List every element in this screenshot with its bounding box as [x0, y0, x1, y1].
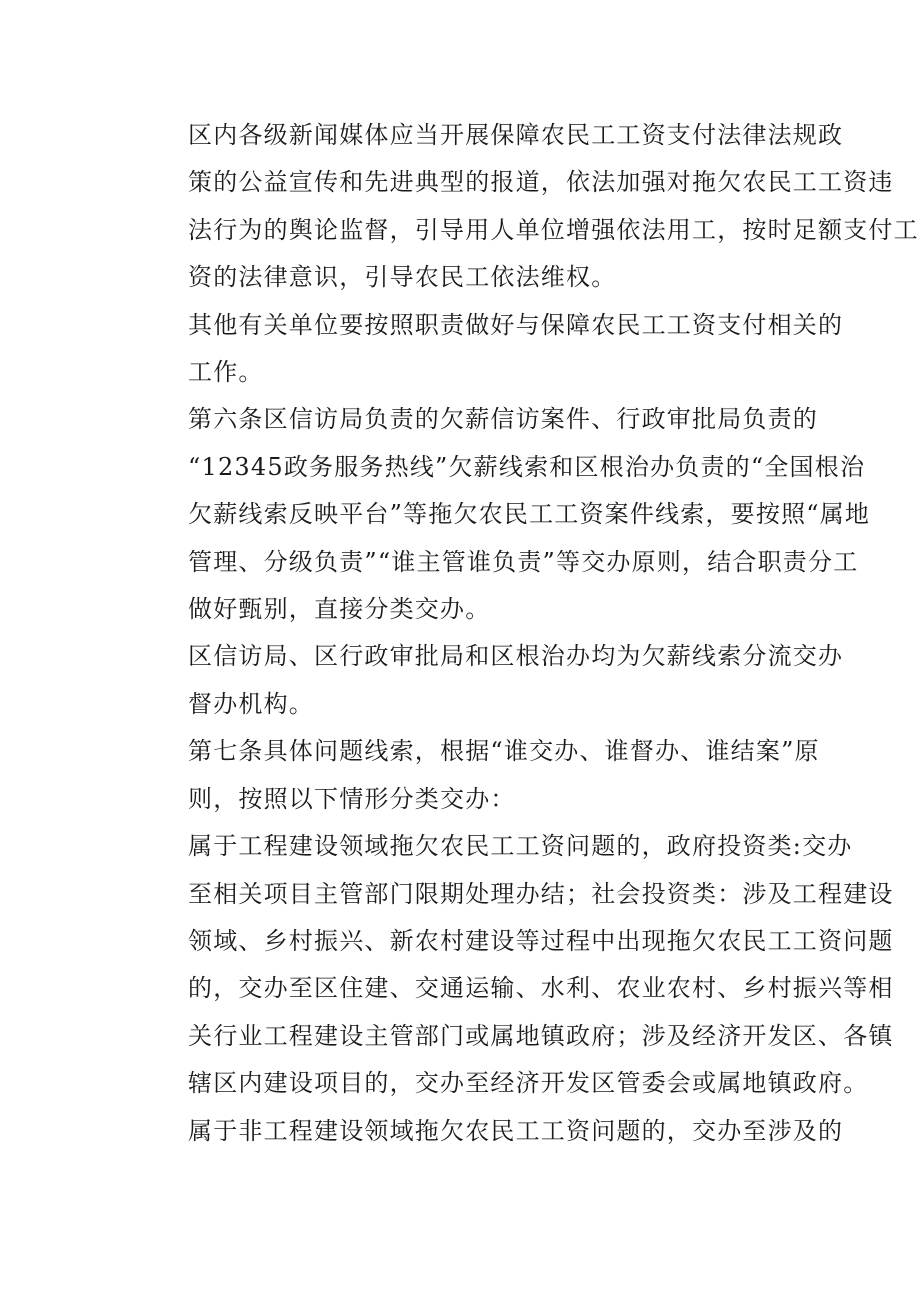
text-line: 至相关项目主管部门限期处理办结；社会投资类：涉及工程建设: [188, 879, 894, 908]
text-line: 第七条具体问题线索，根据“谁交办、谁督办、谁结案”原: [188, 737, 820, 766]
text-line: 领域、乡村振兴、新农村建设等过程中出现拖欠农民工工资问题: [188, 926, 894, 955]
text-line: 工作。: [188, 358, 264, 387]
text-line: 策的公益宣传和先进典型的报道，依法加强对拖欠农民工工资违: [188, 168, 894, 197]
text-line: “12345政务服务热线”欠薪线索和区根治办负责的“全国根治: [188, 452, 866, 481]
document-body: [139, 112, 919, 1155]
text-line: 关行业工程建设主管部门或属地镇政府；涉及经济开发区、各镇: [188, 1021, 894, 1050]
paragraph-media-supervision: [139, 112, 919, 302]
text-line: 则，按照以下情形分类交办：: [188, 784, 516, 813]
text-line: 区信访局、区行政审批局和区根治办均为欠薪线索分流交办: [188, 642, 844, 671]
paragraph-non-engineering: [139, 1108, 844, 1155]
paragraph-engineering-construction: [139, 823, 894, 1107]
text-line: 督办机构。: [188, 689, 314, 718]
text-line: 做好甄别，直接分类交办。: [188, 595, 491, 624]
text-line: 区内各级新闻媒体应当开展保障农民工工资支付法律法规政: [188, 121, 844, 149]
text-line: 属于工程建设领域拖欠农民工工资问题的，政府投资类:交办: [188, 832, 853, 861]
paragraph-article-6: [139, 396, 871, 633]
text-line: 资的法律意识，引导农民工依法维权。: [188, 263, 617, 292]
paragraph-other-units: [139, 302, 844, 397]
paragraph-article-7: [139, 728, 820, 823]
text-line: 第六条区信访局负责的欠薪信访案件、行政审批局负责的: [188, 405, 818, 434]
paragraph-supervision-agencies: [139, 633, 844, 728]
text-line: 管理、分级负责”“谁主管谁负责”等交办原则，结合职责分工: [188, 547, 859, 576]
text-line: 法行为的舆论监督，引导用人单位增强依法用工，按时足额支付工: [188, 215, 919, 244]
text-line: 属于非工程建设领域拖欠农民工工资问题的，交办至涉及的: [188, 1116, 844, 1145]
text-line: 欠薪线索反映平台”等拖欠农民工工资案件线索，要按照“属地: [188, 500, 871, 529]
text-line: 辖区内建设项目的，交办至经济开发区管委会或属地镇政府。: [188, 1069, 869, 1098]
text-line: 其他有关单位要按照职责做好与保障农民工工资支付相关的: [188, 310, 844, 339]
text-line: 的，交办至区住建、交通运输、水利、农业农村、乡村振兴等相: [188, 974, 894, 1003]
